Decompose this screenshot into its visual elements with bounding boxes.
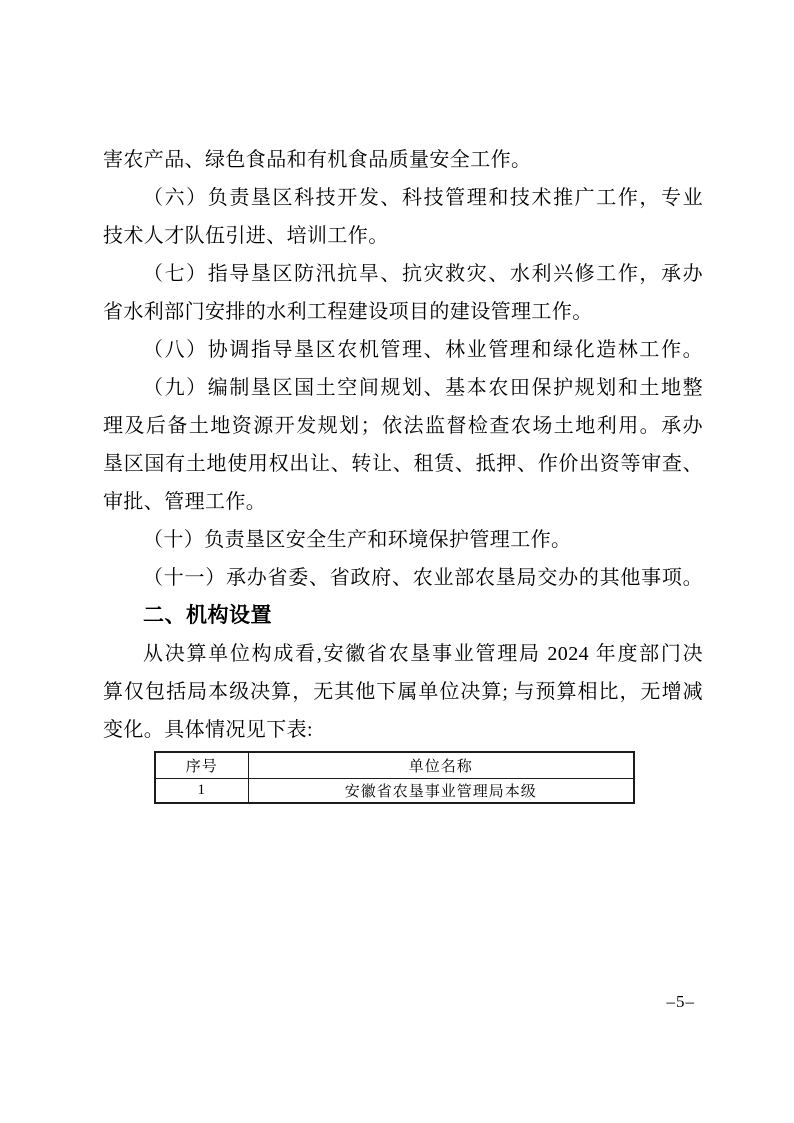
- table-header-cell: 序号: [155, 752, 248, 779]
- section-heading: 二、机构设置: [143, 604, 272, 627]
- text-line: （七）指导垦区防汛抗旱、抗灾救灾、水利兴修工作，承办: [143, 263, 703, 285]
- text-line: 从决算单位构成看,安徽省农垦事业管理局 2024 年度部门决: [143, 643, 703, 665]
- table-header-cell: 单位名称: [248, 752, 634, 779]
- text-line: 算仅包括局本级决算，无其他下属单位决算; 与预算相比，无增减: [103, 681, 703, 703]
- table-cell: 1: [155, 779, 248, 804]
- text-line: 理及后备土地资源开发规划；依法监督检查农场土地利用。承办: [103, 415, 703, 437]
- text-line: （六）负责垦区科技开发、科技管理和技术推广工作，专业: [143, 187, 703, 209]
- page-number: –5–: [666, 992, 695, 1011]
- text-line: 垦区国有土地使用权出让、转让、租赁、抵押、作价出资等审查、: [103, 453, 703, 475]
- text-line: 害农产品、绿色食品和有机食品质量安全工作。: [103, 149, 532, 171]
- text-line: （十）负责垦区安全生产和环境保护管理工作。: [143, 529, 572, 551]
- text-line: 审批、管理工作。: [103, 491, 267, 513]
- text-line: 技术人才队伍引进、培训工作。: [103, 225, 389, 247]
- unit-table: [154, 751, 635, 804]
- text-line: （十一）承办省委、省政府、农业部农垦局交办的其他事项。: [143, 567, 703, 589]
- text-line: 变化。具体情况见下表:: [103, 719, 313, 741]
- text-line: 省水利部门安排的水利工程建设项目的建设管理工作。: [103, 301, 593, 323]
- body-text: [103, 141, 703, 749]
- table-row: [155, 779, 634, 804]
- table-cell: 安徽省农垦事业管理局本级: [248, 779, 634, 804]
- text-line: （九）编制垦区国土空间规划、基本农田保护规划和土地整: [143, 377, 703, 399]
- table-header-row: [155, 752, 634, 779]
- text-line: （八）协调指导垦区农机管理、林业管理和绿化造林工作。: [143, 339, 703, 361]
- document-body: [103, 141, 703, 804]
